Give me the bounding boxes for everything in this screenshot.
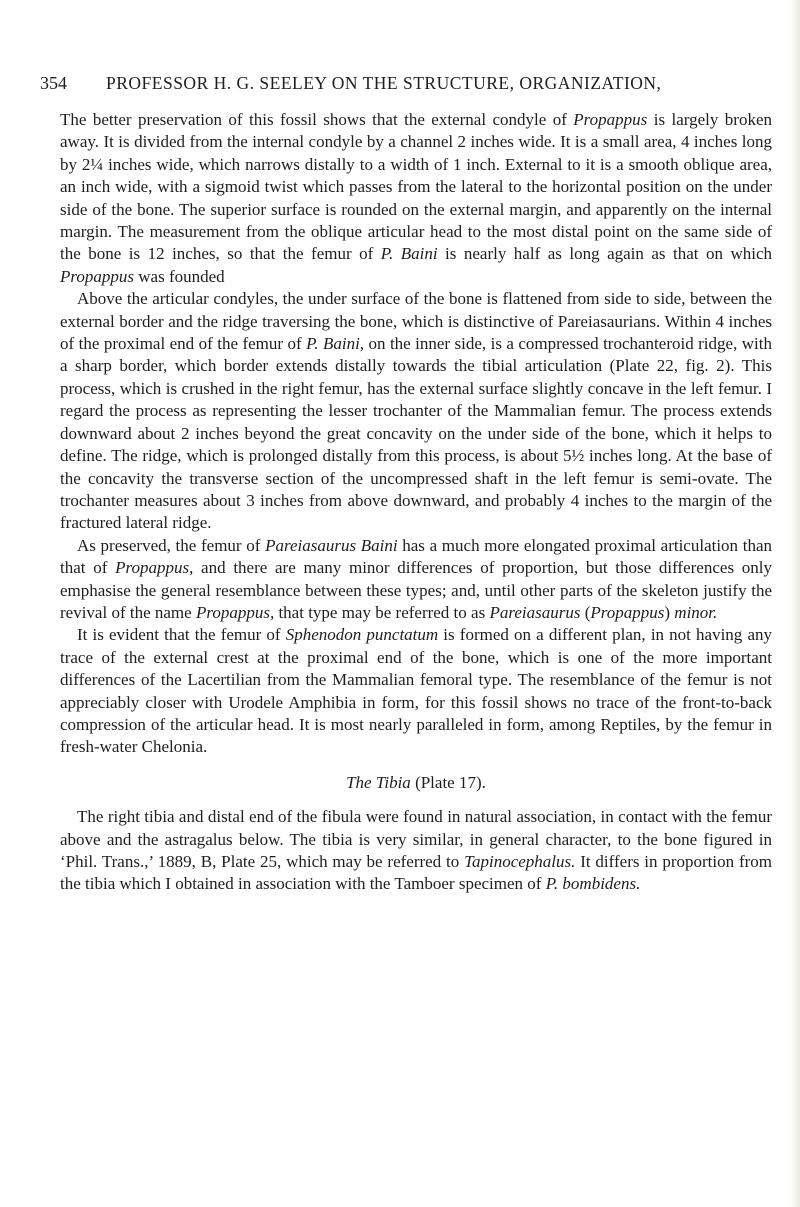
paragraph-p5 [60,806,772,896]
text-run: ( [580,602,591,622]
text-run: is formed on a different plan, in not having any trace of the external crest at the proximal end of the bone, which is one of the more important differences of the Lacertilian from the Mammalian femoral type. The resemblance of the femur is not appreciably closer with Urodele Amphibia in form, for this fossil shows no trace of the front-to-back compression of the articular head. It is most nearly paralleled in form, among Reptiles, by the femur in fresh-water Chelonia. [60,625,772,757]
italic-term: Propappus [60,266,134,286]
text-run: on the inner side, is a compressed trochanteroid ridge, with a sharp border, which border extends distally towards the tibial articulation (Plate 22, fig. 2). This process, which is crushed in the right femur, has the external surface slightly concave in the left femur. I regard the process as representing the lesser trochanter of the Mammalian femur. The process extends downward about 2 inches beyond the great concavity on the under side of the bone, which it helps to define. The ridge, which is prolonged distally from this process, is about 5½ inches long. At the base of the concavity the transverse section of the uncompressed shaft in the left femur is semi-ovate. The trochanter measures about 3 inches from above downward, and probably 4 inches to the margin of the fractured lateral ridge. [60,334,772,533]
page-number: 354 [40,73,67,93]
italic-term: minor. [674,602,718,622]
paragraph-p3 [60,535,772,625]
paragraphs-after-heading [60,806,772,896]
text-run: that type may be referred to as [274,602,490,622]
text-run: The right tibia and distal end of the fibula were found in natural association, in contact with the femur above and the astragalus below. The tibia is very similar, in general character, to the bone figured in ‘Phil. Trans.,’ 1889, B, Plate 25, which may be referred to [60,807,772,871]
paragraph-p1 [60,109,772,288]
italic-term: Propappus, [115,558,194,578]
text-run: is nearly half as long again as that on which [437,244,773,264]
paragraphs-before-heading [60,109,772,759]
text-run: and there are many minor differences of proportion, but those differences only emphasise the general resemblance between these types; and, until other parts of the skeleton justify the revival of the name [60,558,772,622]
italic-term: Pareiasaurus Baini [265,535,398,555]
italic-term: Pareiasaurus [489,602,581,622]
text-run: It is evident that the femur of [77,625,286,645]
text-run: Above the articular condyles, the under surface of the bone is flattened from side to side, between the external border and the ridge traversing the bone, which is distinctive of Pareiasaurians. Within 4 inches of the proximal end of the femur of [60,289,772,354]
text-run: As preserved, the femur of [77,535,266,555]
running-head: PROFESSOR H. G. SEELEY ON THE STRUCTURE, ORGANIZATION, [106,73,662,93]
text-run: It differs in proportion from the tibia which I obtained in association with the Tamboer specimen of [60,852,772,894]
text-run: was founded [134,266,225,286]
italic-term: Propappus [573,110,648,129]
section-heading-plate: (Plate 17). [410,772,486,792]
section-heading [60,772,772,794]
text-run: has a much more elongated proximal articulation than that of [60,535,772,578]
italic-term: P. Baini, [306,334,365,354]
paragraph-p4 [60,624,772,758]
section-heading-title: The Tibia [346,772,411,792]
italic-term: Propappus [590,602,665,622]
page-header [40,73,770,99]
body-text [60,109,772,896]
text-run: The better preservation of this fossil shows that the external condyle of [60,110,574,129]
paragraph-p2 [60,288,772,534]
text-run: ) [664,602,675,622]
italic-term: P. bombidens. [545,874,641,894]
page-edge-shadow [790,0,800,1207]
italic-term: P. Baini [380,244,438,264]
italic-term: Sphenodon punctatum [285,625,439,645]
italic-term: Tapinocephalus. [464,852,576,871]
text-run: is largely broken away. It is divided from the internal condyle by a channel 2 inches wide. It is a small area, 4 inches long by 2¼ inches wide, which narrows distally to a width of 1 inch. External to it is a smooth oblique area, an inch wide, with a sigmoid twist which passes from the lateral to the horizontal position on the under side of the bone. The superior surface is rounded on the external margin, and apparently on the internal margin. The measurement from the oblique articular head to the most distal point on the same side of the bone is 12 inches, so that the femur of [60,110,773,264]
italic-term: Propappus, [195,602,275,622]
